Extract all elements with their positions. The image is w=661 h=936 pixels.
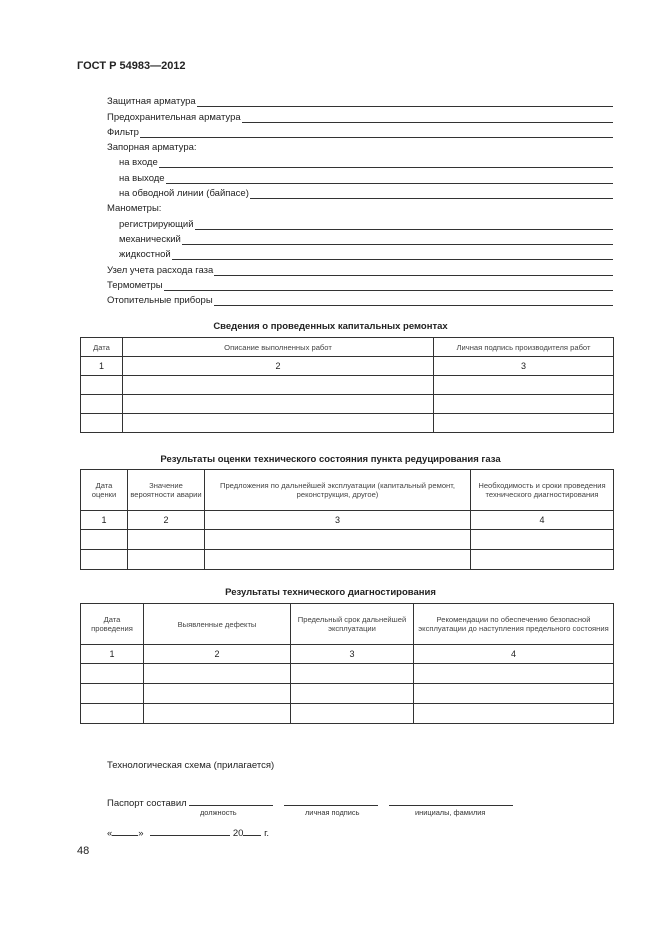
table-row (81, 550, 614, 570)
column-number: 2 (123, 357, 434, 376)
table-cell[interactable] (81, 704, 144, 724)
field-label: жидкостной (119, 249, 171, 261)
field-row (107, 230, 613, 245)
field-label: на обводной линии (байпасе) (119, 188, 249, 200)
column-number: 1 (81, 645, 144, 664)
table-cell[interactable] (81, 414, 123, 433)
table-cell[interactable] (434, 376, 614, 395)
table-cell[interactable] (205, 530, 471, 550)
table-cell[interactable] (205, 550, 471, 570)
table-cell[interactable] (123, 376, 434, 395)
table-cell[interactable] (291, 664, 414, 684)
page-number: 48 (77, 845, 90, 857)
column-header: Рекомендации по обеспечению безопасной эксплуатации до наступления предельного состояния (414, 604, 614, 645)
table-cell[interactable] (291, 684, 414, 704)
table-cell[interactable] (128, 550, 205, 570)
table-row (81, 704, 614, 724)
table-cell[interactable] (434, 414, 614, 433)
column-header: Описание выполненных работ (123, 338, 434, 357)
table2-title: Результаты оценки технического состояния пункта редуцирования газа (160, 454, 501, 465)
table-cell[interactable] (471, 550, 614, 570)
field-row (107, 153, 613, 168)
column-number: 4 (471, 511, 614, 530)
table-cell[interactable] (81, 664, 144, 684)
field-blank[interactable] (166, 172, 613, 184)
table-cell[interactable] (414, 664, 614, 684)
field-blank[interactable] (182, 233, 613, 245)
repairs-table (80, 337, 614, 433)
field-label: Запорная арматура: (107, 142, 197, 154)
month-blank[interactable] (150, 825, 230, 836)
table-cell[interactable] (123, 395, 434, 414)
field-label: Защитная арматура (107, 96, 196, 108)
table3-title: Результаты технического диагностирования (225, 587, 436, 598)
field-row (107, 260, 613, 275)
table-row (81, 664, 614, 684)
field-label: регистрирующий (119, 218, 194, 230)
field-row (107, 291, 613, 306)
table-header-row (81, 338, 614, 357)
column-number: 3 (434, 357, 614, 376)
field-label: на входе (119, 157, 158, 169)
signature-blank[interactable] (284, 795, 378, 806)
field-row (107, 168, 613, 183)
table-cell[interactable] (144, 664, 291, 684)
column-number: 3 (205, 511, 471, 530)
column-number-row (81, 511, 614, 530)
table-cell[interactable] (144, 684, 291, 704)
year-prefix: 20 (232, 828, 244, 839)
date-close-quote: » (138, 828, 144, 839)
field-label: механический (119, 233, 181, 245)
table-header-row (81, 604, 614, 645)
field-row (107, 276, 613, 291)
passport-compiled-line (107, 795, 513, 809)
table-cell[interactable] (128, 530, 205, 550)
column-number-row (81, 357, 614, 376)
caption-name: инициалы, фамилия (415, 808, 486, 817)
field-row (107, 184, 613, 199)
column-header: Значение вероятности аварии (128, 470, 205, 511)
field-label: Отопительные приборы (107, 295, 213, 307)
column-header: Дата оценки (81, 470, 128, 511)
field-label: Узел учета расхода газа (107, 264, 214, 276)
field-row (107, 214, 613, 229)
field-blank[interactable] (164, 279, 613, 291)
name-blank[interactable] (389, 795, 513, 806)
table-cell[interactable] (434, 395, 614, 414)
table-cell[interactable] (414, 704, 614, 724)
field-blank[interactable] (214, 264, 613, 276)
caption-signature: личная подпись (305, 808, 360, 817)
table-row (81, 376, 614, 395)
field-blank[interactable] (159, 156, 613, 168)
table-cell[interactable] (144, 704, 291, 724)
table-row (81, 414, 614, 433)
field-row (107, 107, 613, 122)
column-number-row (81, 645, 614, 664)
column-number: 2 (144, 645, 291, 664)
field-label: Фильтр (107, 126, 139, 138)
table-header-row (81, 470, 614, 511)
table1-title: Сведения о проведенных капитальных ремонтах (213, 321, 448, 332)
table-cell[interactable] (123, 414, 434, 433)
column-header: Дата проведения (81, 604, 144, 645)
field-row (107, 138, 613, 153)
passport-label: Паспорт составил (107, 798, 187, 809)
condition-assessment-table (80, 469, 614, 570)
field-blank[interactable] (250, 187, 613, 199)
column-number: 4 (414, 645, 614, 664)
position-blank[interactable] (189, 795, 273, 806)
table-cell[interactable] (81, 684, 144, 704)
document-header: ГОСТ Р 54983—2012 (77, 60, 186, 72)
table-row (81, 530, 614, 550)
table-row (81, 684, 614, 704)
scheme-note: Технологическая схема (прилагается) (107, 760, 275, 771)
field-blank[interactable] (195, 218, 613, 230)
column-header: Личная подпись производителя работ (434, 338, 614, 357)
year-blank[interactable] (243, 825, 261, 836)
diagnostics-table (80, 603, 614, 724)
column-number: 1 (81, 357, 123, 376)
field-blank[interactable] (172, 248, 613, 260)
table-cell[interactable] (81, 395, 123, 414)
field-row (107, 245, 613, 260)
table-cell[interactable] (81, 530, 128, 550)
field-label: Предохранительная арматура (107, 111, 241, 123)
year-suffix: г. (264, 828, 270, 839)
caption-position: должность (200, 808, 237, 817)
field-label: Термометры (107, 279, 163, 291)
field-row (107, 92, 613, 107)
column-number: 2 (128, 511, 205, 530)
field-blank[interactable] (214, 294, 613, 306)
table-cell[interactable] (414, 684, 614, 704)
field-blank[interactable] (197, 95, 613, 107)
field-row (107, 123, 613, 138)
table-cell[interactable] (81, 376, 123, 395)
field-blank[interactable] (140, 126, 613, 138)
table-cell[interactable] (81, 550, 128, 570)
column-number: 3 (291, 645, 414, 664)
column-header: Предельный срок дальнейшей эксплуатации (291, 604, 414, 645)
equipment-field-list (107, 92, 613, 306)
column-header: Выявленные дефекты (144, 604, 291, 645)
column-header: Необходимость и сроки проведения технического диагностирования (471, 470, 614, 511)
date-line (107, 825, 269, 839)
date-open-quote: « (107, 828, 113, 839)
column-header: Предложения по дальнейшей эксплуатации (капитальный ремонт, реконструкция, другое) (205, 470, 471, 511)
field-label: Манометры: (107, 203, 162, 215)
table-cell[interactable] (471, 530, 614, 550)
day-blank[interactable] (112, 825, 138, 836)
field-blank[interactable] (242, 111, 613, 123)
field-label: на выходе (119, 172, 165, 184)
field-row (107, 199, 613, 214)
table-row (81, 395, 614, 414)
column-header: Дата (81, 338, 123, 357)
column-number: 1 (81, 511, 128, 530)
table-cell[interactable] (291, 704, 414, 724)
